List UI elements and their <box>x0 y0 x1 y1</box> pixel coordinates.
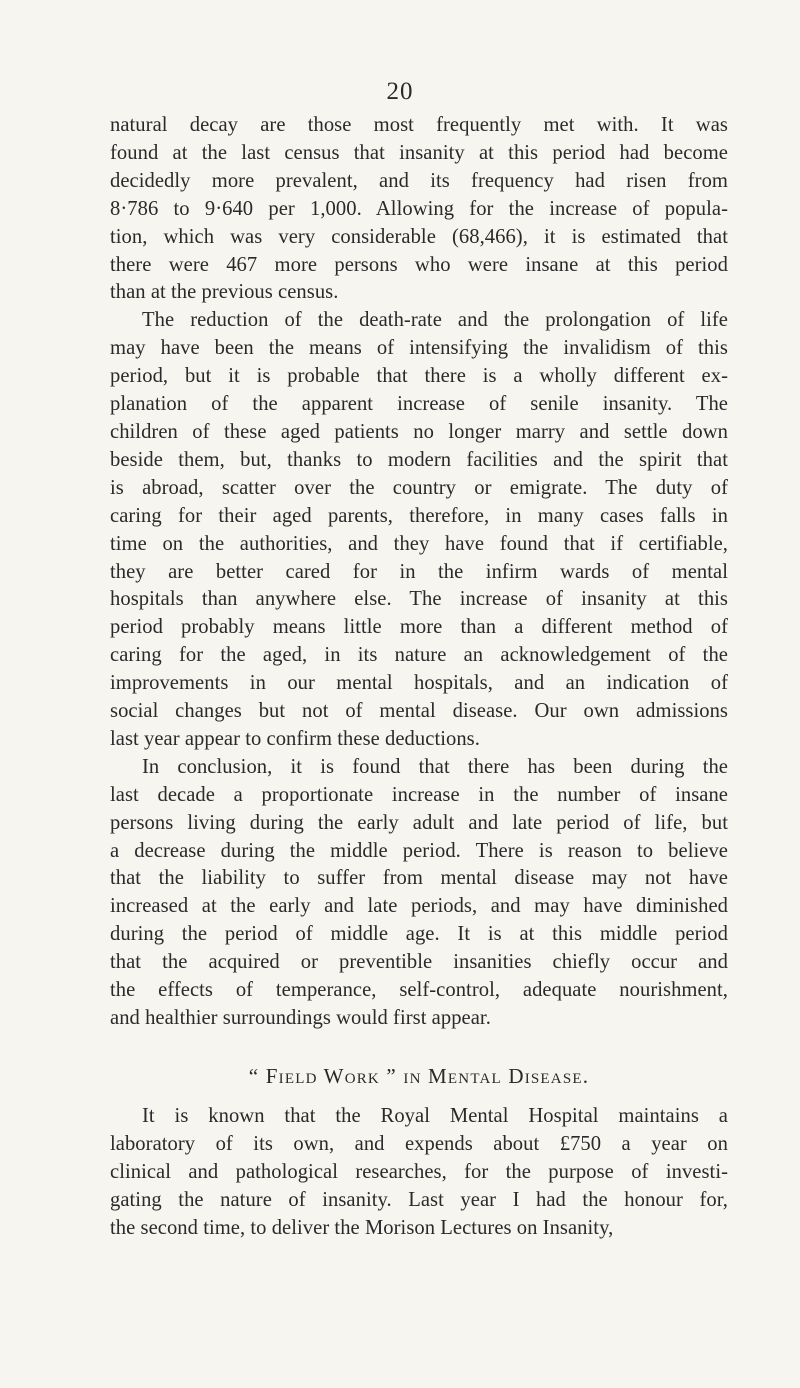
text-line: they are better cared for in the infirm wards of mental <box>110 560 728 583</box>
text-line: the effects of temperance, self-control, adequate nourishment, <box>110 979 728 1002</box>
page-number: 20 <box>386 78 414 105</box>
text-line: laboratory of its own, and expends about £750 a year on <box>110 1132 728 1155</box>
text-line: during the period of middle age. It is at this middle period <box>110 923 728 946</box>
text-line: planation of the apparent increase of senile insanity. The <box>110 393 728 416</box>
text-line: there were 467 more persons who were insane at this period <box>110 253 728 276</box>
text-line: found at the last census that insanity at this period had become <box>110 141 728 164</box>
text-line: persons living during the early adult and late period of life, but <box>110 811 728 834</box>
text-line: In conclusion, it is found that there has been during the <box>142 755 728 778</box>
text-line: children of these aged patients no longer marry and settle down <box>110 420 728 443</box>
text-line: beside them, but, thanks to modern facilities and the spirit that <box>110 448 728 471</box>
text-line: caring for their aged parents, therefore, in many cases falls in <box>110 504 728 527</box>
text-line: The reduction of the death-rate and the prolongation of life <box>142 309 728 332</box>
text-line: that the acquired or preventible insanities chiefly occur and <box>110 951 728 974</box>
text-line: social changes but not of mental disease. Our own admissions <box>110 700 728 723</box>
text-line: than at the previous census. <box>110 281 339 304</box>
section-heading: “ Field Work ” in Mental Disease. <box>248 1064 590 1088</box>
text-line: It is known that the Royal Mental Hospital maintains a <box>142 1105 728 1127</box>
text-line: decidedly more prevalent, and its frequency had risen from <box>110 169 728 192</box>
text-line: increased at the early and late periods, and may have diminished <box>110 895 728 918</box>
text-line: is abroad, scatter over the country or emigrate. The duty of <box>110 476 728 499</box>
text-line: last decade a proportionate increase in the number of insane <box>110 783 728 806</box>
text-line: the second time, to deliver the Morison Lectures on Insanity, <box>110 1216 614 1239</box>
text-line: that the liability to suffer from mental disease may not have <box>110 867 728 890</box>
text-line: clinical and pathological researches, for the purpose of investi- <box>110 1160 728 1183</box>
text-line: may have been the means of intensifying the invalidism of this <box>110 337 728 360</box>
text-line: tion, which was very considerable (68,466), it is estimated that <box>110 225 728 248</box>
text-line: time on the authorities, and they have found that if certifiable, <box>110 532 728 555</box>
text-line: hospitals than anywhere else. The increase of insanity at this <box>110 588 728 611</box>
text-line: gating the nature of insanity. Last year I had the honour for, <box>110 1188 728 1211</box>
text-line: improvements in our mental hospitals, and an indication of <box>110 672 728 695</box>
text-line: a decrease during the middle period. There is reason to believe <box>110 839 728 862</box>
text-line: and healthier surroundings would first appear. <box>110 1007 491 1029</box>
body-text-lower <box>110 1103 728 1243</box>
text-line: natural decay are those most frequently met with. It was <box>110 114 728 136</box>
text-line: period probably means little more than a different method of <box>110 616 728 639</box>
body-text-upper <box>110 112 728 1033</box>
text-line: caring for the aged, in its nature an acknowledgement of the <box>110 644 728 667</box>
text-line: last year appear to confirm these deductions. <box>110 727 480 750</box>
text-line: period, but it is probable that there is a wholly different ex- <box>110 365 728 388</box>
text-line: 8·786 to 9·640 per 1,000. Allowing for the increase of popula- <box>110 197 728 220</box>
